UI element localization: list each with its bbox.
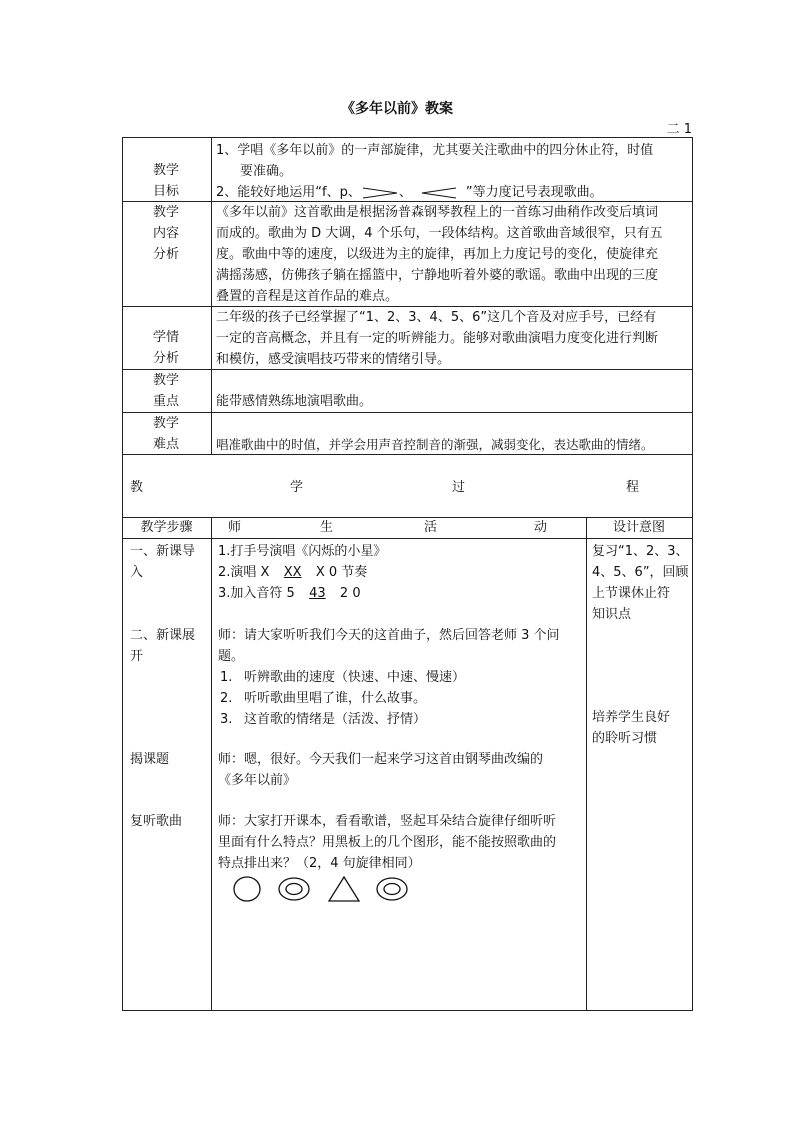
key-points-text: 能带感情熟练地演唱歌曲。 [216, 394, 373, 409]
text-line: 《多年以前》这首歌曲是根据汤普森钢琴教程上的一首练习曲稍作改变后填词 [216, 205, 659, 220]
question-3 [218, 709, 584, 730]
activity-line: 特点排出来？（2，4 句旋律相同） [218, 856, 421, 871]
learner-analysis-label [122, 327, 210, 369]
rhythm-post: X 0 节奏 [315, 565, 368, 580]
step-new-lesson-intro [130, 541, 195, 583]
difficulties-text: 唱准歌曲中的时值，并学会用声音控制音的渐强，减弱变化，表达歌曲的情绪。 [216, 437, 654, 452]
notes-post: 2 0 [339, 586, 361, 601]
question-text: 听听歌曲里唱了谁，什么故事。 [244, 691, 427, 706]
double-oval-shape [279, 878, 309, 900]
label-line: 重点 [152, 394, 179, 409]
notes-pre: 3.加入音符 5 [218, 586, 295, 601]
activity-line: 里面有什么特点？用黑板上的几个图形，能不能按照歌曲的 [218, 835, 557, 850]
column-header-char: 生 [320, 520, 334, 535]
step-line: 入 [130, 565, 144, 580]
content-analysis-text [216, 202, 690, 307]
intent-line: 复习“1、2、3、 [592, 544, 689, 559]
label-line: 教学 [152, 205, 179, 220]
double-oval-shape [377, 878, 407, 900]
circle-shape [234, 877, 260, 901]
step-relisten: 复听歌曲 [130, 814, 183, 829]
objective-2-pre: 2、能较好地运用“f、p、 [216, 185, 361, 200]
activity-line: 师：嗯，很好。今天我们一起来学习这首由钢琴曲改编的 [218, 752, 544, 767]
process-header-char: 过 [452, 480, 466, 495]
objective-2-post: ”等力度记号表现歌曲。 [465, 185, 603, 200]
intent-line: 上节课休止符 [592, 586, 671, 601]
crescendo-decrescendo-icon [361, 187, 399, 199]
step-line: 二、新课展 [130, 628, 196, 643]
label-line: 教学 [152, 163, 179, 178]
difficulties-label [122, 413, 210, 455]
step-new-lesson-develop [130, 625, 195, 667]
process-header-char: 程 [626, 480, 640, 495]
text-line: 和模仿，感受演唱技巧带来的情绪引导。 [216, 352, 451, 367]
label-line: 教学 [152, 373, 179, 388]
label-line: 内容 [152, 226, 179, 241]
text-line: 叠置的音程是这首作品的难点。 [216, 289, 399, 304]
column-header-char: 师 [228, 520, 242, 535]
label-line: 难点 [152, 437, 179, 452]
label-line: 目标 [152, 184, 179, 199]
question-number: 3. [220, 712, 233, 727]
objectives-content [216, 140, 690, 203]
step-line: 开 [130, 649, 144, 664]
label-line: 学情 [152, 330, 179, 345]
text-line: 而成的。歌曲为 D 大调，4 个乐句，一段体结构。这首歌曲音域很窄，只有五 [216, 226, 663, 241]
process-header-char: 教 [130, 480, 144, 495]
objectives-label [122, 160, 210, 202]
activity-relisten [218, 811, 584, 874]
key-points-label [122, 370, 210, 412]
triangle-shape [329, 877, 359, 901]
objective-1: 1、学唱《多年以前》的一声部旋律，尤其要关注歌曲中的四分休止符，时值 [216, 143, 654, 158]
intent-review [592, 541, 689, 625]
rhythm-pre: 2.演唱 X [218, 565, 270, 580]
column-header-char: 活 [424, 520, 438, 535]
text-line: 一定的音高概念，并且有一定的听辨能力。能够对歌曲演唱力度变化进行判断 [216, 331, 659, 346]
activity-line: 师：大家打开课本，看看歌谱，竖起耳朵结合旋律仔细听听 [218, 814, 557, 829]
column-header-steps: 教学步骤 [140, 520, 193, 535]
page-title: 《多年以前》教案 [341, 101, 453, 117]
grade-label: 二 1 [666, 122, 692, 137]
learner-analysis-text [216, 307, 690, 370]
question-text: 这首歌的情绪是（活泼、抒情） [244, 712, 427, 727]
intent-line: 4、5、6”，回顾 [592, 565, 689, 580]
activity-develop [218, 625, 584, 730]
label-line: 分析 [152, 351, 179, 366]
process-header-char: 学 [290, 480, 304, 495]
column-header-intent: 设计意图 [612, 520, 665, 535]
activity-rhythm [218, 562, 386, 583]
activity-line: 1.打手号演唱《闪烁的小星》 [218, 544, 387, 559]
question-number: 1. [220, 670, 233, 685]
label-line: 分析 [152, 247, 179, 262]
intent-listening [592, 707, 670, 749]
intent-line: 的聆听习惯 [592, 731, 658, 746]
activity-notes [218, 583, 386, 604]
activity-intro [218, 541, 386, 604]
objective-2-sep: 、 [398, 185, 412, 200]
shape-sequence [228, 874, 418, 906]
label-line: 教学 [152, 416, 179, 431]
text-line: 满摇荡感，仿佛孩子躺在摇篮中，宁静地听着外婆的歌谣。歌曲中出现的三度 [216, 268, 659, 283]
objective-2 [216, 182, 690, 203]
question-2 [218, 688, 584, 709]
intent-line: 知识点 [592, 607, 632, 622]
text-line: 度。歌曲中等的速度，以级进为主的旋律，再加上力度记号的变化，使旋律充 [216, 247, 659, 262]
notes-underlined: 43 [309, 586, 326, 601]
question-1 [218, 667, 584, 688]
crescendo-icon [420, 187, 458, 199]
intent-line: 培养学生良好 [592, 710, 671, 725]
activity-reveal [218, 749, 584, 791]
step-reveal-topic: 揭课题 [130, 752, 170, 767]
column-header-char: 动 [534, 520, 548, 535]
question-text: 听辨歌曲的速度（快速、中速、慢速） [244, 670, 466, 685]
question-number: 2. [220, 691, 233, 706]
rhythm-underlined: XX [283, 565, 302, 580]
activity-line: 师：请大家听听我们今天的这首曲子，然后回答老师 3 个问 [218, 628, 560, 643]
step-line: 一、新课导 [130, 544, 196, 559]
content-analysis-label [122, 202, 210, 265]
objective-1-cont: 要准确。 [240, 164, 293, 179]
activity-line: 题。 [218, 649, 245, 664]
activity-line: 《多年以前》 [218, 773, 297, 788]
text-line: 二年级的孩子已经掌握了“1、2、3、4、5、6”这几个音及对应手号，已经有 [216, 310, 657, 325]
